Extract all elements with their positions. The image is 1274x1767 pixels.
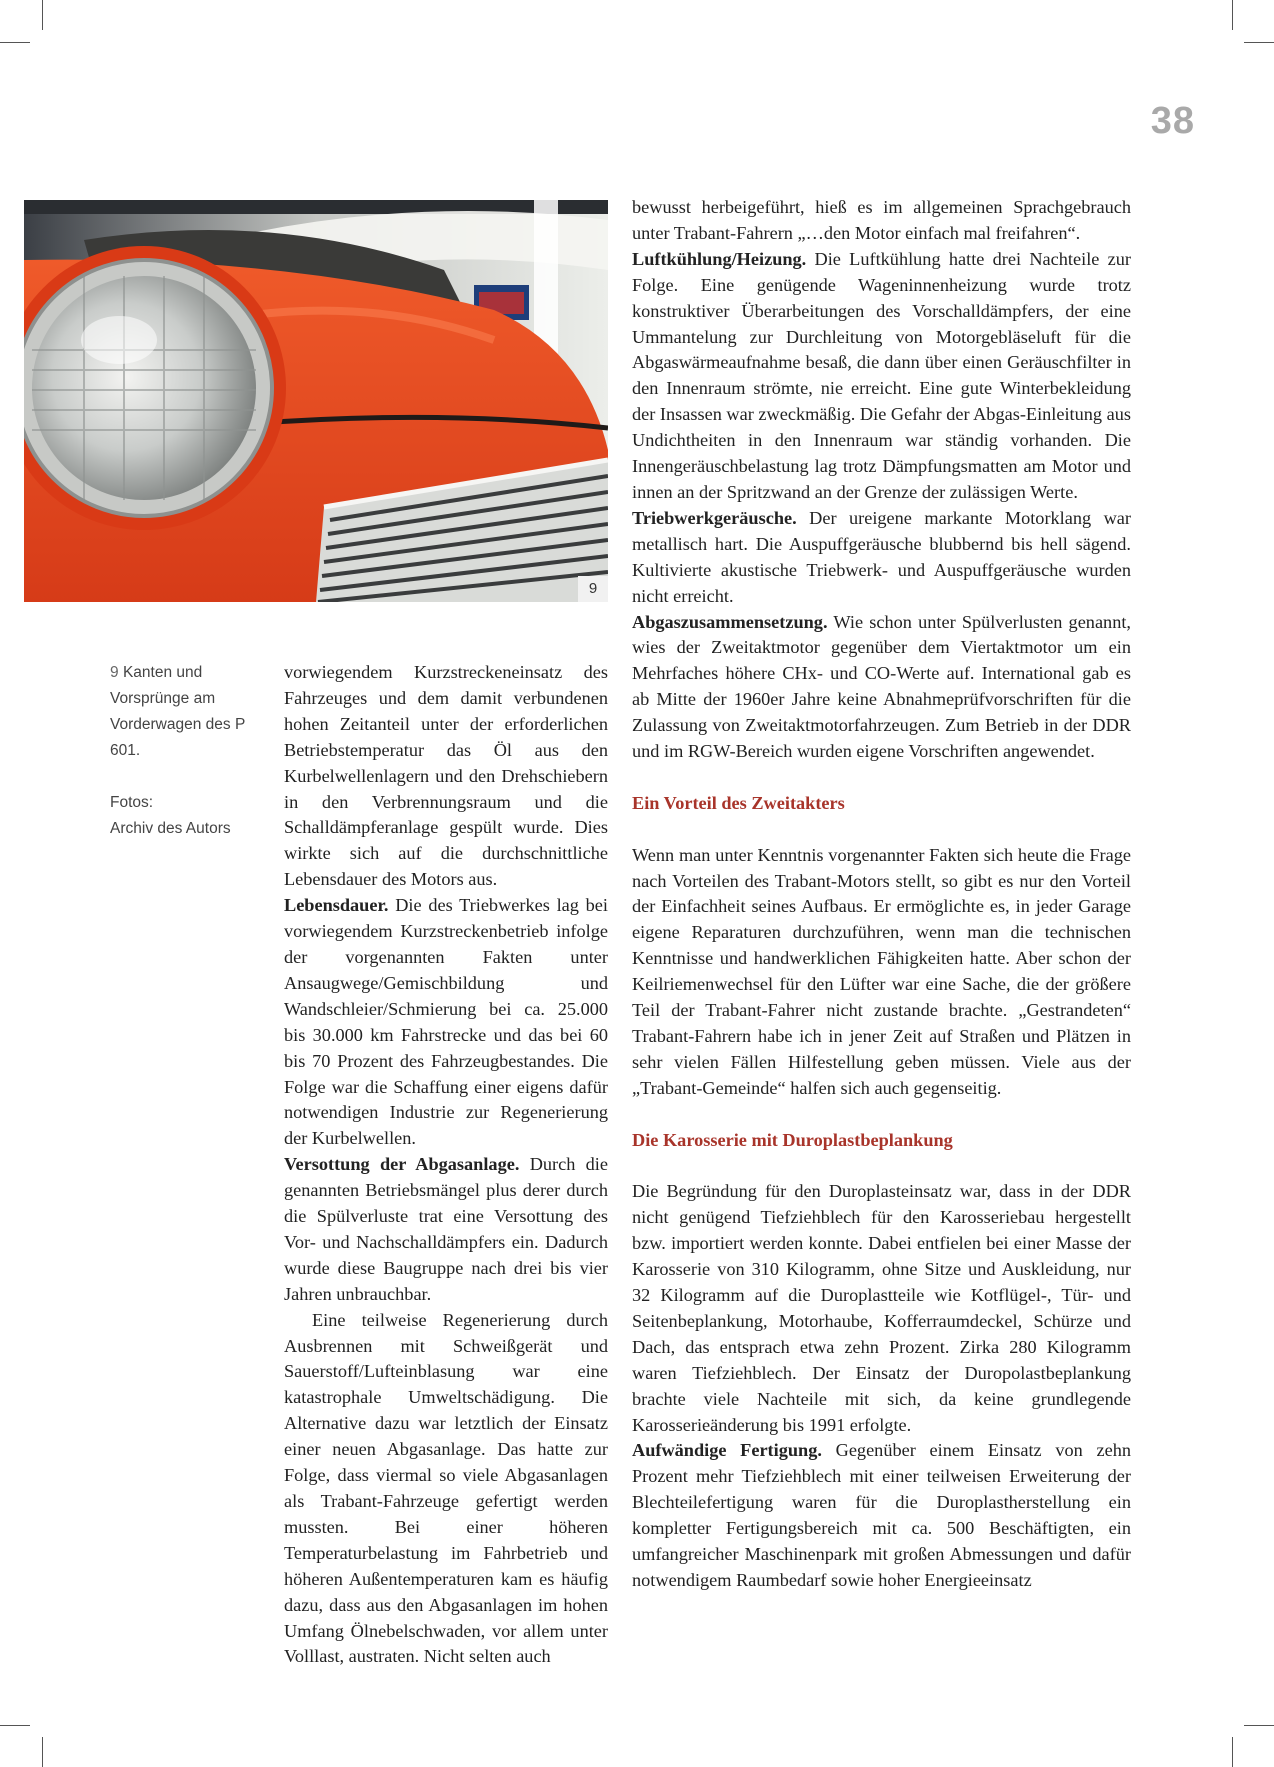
paragraph: Wenn man unter Kenntnis vorgenannter Fakten sich heute die Frage nach Vorteilen des Trabant-Motors stellt, so gibt es nur den Vorteil der Einfachheit seines Aufbaus. Er ermöglichte es, in jeder Garage eigene Reparaturen durchzuführen, wenn man die technischen Kenntnisse und handwerklichen Fähigkeiten hatte. Aber schon der Keilriemenwechsel für den Lüfter war eine Sache, die der größere Teil der Trabant-Fahrer nicht zustande brachte. „Gestrandeten“ Trabant-Fahrern habe ich in jener Zeit auf Straßen und Plätzen in sehr vielen Fällen Hilfestellung geben müssen. Viele aus der „Trabant-Gemeinde“ halfen sich auch gegenseitig.: [632, 844, 1131, 1098]
photo-credit-label: Fotos:: [110, 794, 154, 811]
crop-mark-bottom-right-h: [1244, 1725, 1274, 1726]
paragraph: Triebwerkgeräusche. Der ureigene markante Motorklang war metallisch hart. Die Auspuffgeräusche blubbernd bis hell sägend. Kultivierte akustische Triebwerk- und Auspuffgeräusche wurden nicht erreicht.: [632, 507, 1131, 606]
paragraph: Die Begründung für den Duroplasteinsatz war, dass in der DDR nicht genügend Tiefziehblech für den Karosseriebau hergestellt bzw. importiert werden konnte. Dabei entfielen bei einer Masse der Karosserie von 310 Kilogramm, ohne Sitze und Auskleidung, nur 32 Kilogramm auf die Duroplastteile wie Kotflügel-, Tür- und Seitenbeplankung, Motorhaube, Kofferraumdeckel, Schürze und Dach, das entsprach etwa zehn Prozent. Zirka 280 Kilogramm waren Tiefziehblech. Der Einsatz der Duropolastbeplankung brachte viele Nachteile mit sich, da keine grundlegende Karosserieänderung bis 1991 erfolgte.: [632, 1181, 1131, 1435]
paragraph: bewusst herbeigeführt, hieß es im allgemeinen Sprachgebrauch unter Trabant-Fahrern „…den Motor einfach mal freifahren“.: [632, 197, 1131, 243]
crop-mark-top-left-v: [42, 0, 43, 30]
figure-photo: [24, 200, 608, 602]
figure-caption: [110, 660, 260, 842]
caption-text: Kanten und Vorsprünge am Vorderwagen des P 601.: [110, 664, 246, 759]
caption-number: 9: [110, 664, 119, 681]
crop-mark-top-right-v: [1232, 0, 1233, 30]
page-number: 38: [1150, 100, 1195, 142]
run-in-heading: Triebwerkgeräusche.: [632, 507, 797, 528]
run-in-heading: Luftkühlung/Heizung.: [632, 248, 807, 269]
run-in-heading: Aufwändige Fertigung.: [632, 1440, 822, 1461]
paragraph: vorwiegendem Kurzstreckeneinsatz des Fahrzeuges und dem damit verbundenen hohen Zeitanteil unter der erforderlichen Betriebstemperatur das Öl aus den Kurbelwellenlagern und den Drehschiebern in den Verbrennungsraum und die Schalldämpferanlage gespült wurde. Dies wirkte sich auf die durchschnittliche Lebensdauer des Motors aus.: [284, 662, 608, 890]
text-column-1: [284, 660, 608, 1670]
photo-credit-text: Archiv des Autors: [110, 820, 231, 837]
crop-mark-bottom-left-h: [0, 1725, 30, 1726]
run-in-heading: Versottung der Abgasanlage.: [284, 1154, 520, 1175]
paragraph: Lebensdauer. Die des Triebwerkes lag bei vorwiegendem Kurzstreckenbetrieb infolge der vorgenannten Fakten unter Ansaugwege/Gemischbildung und Wandschleier/Schmierung bei ca. 25.000 bis 30.000 km Fahrstrecke und das bei 60 bis 70 Prozent des Fahrzeugbestandes. Die Folge war die Schaffung einer eigens dafür notwendigen Industrie zur Regenerierung der Kurbelwellen.: [284, 895, 608, 1149]
crop-mark-top-left-h: [0, 42, 30, 43]
section-heading: Ein Vorteil des Zweitakters: [632, 792, 845, 813]
car-front-image: [24, 200, 608, 602]
run-in-heading: Lebensdauer.: [284, 895, 389, 916]
run-in-heading: Abgaszusammensetzung.: [632, 611, 828, 632]
paragraph: Luftkühlung/Heizung. Die Luftkühlung hatte drei Nachteile zur Folge. Eine genügende Wageninnenheizung wurde trotz konstruktiver Überarbeitungen des Vorschalldämpfers, der eine Ummantelung zur Durchleitung von Motorgebläseluft für die Abgaswärmeaufnahme besaß, die dann über einen Geräuschfilter in den Innenraum strömte, nie erreicht. Eine gute Winterbekleidung der Insassen war zweckmäßig. Die Gefahr der Abgas-Einleitung aus Undichtheiten in den Innenraum war ständig vorhanden. Die Innengeräuschbelastung lag trotz Dämpfungsmatten am Motor und innen an der Spritzwand an der Grenze der zulässigen Werte.: [632, 248, 1132, 502]
crop-mark-bottom-right-v: [1232, 1737, 1233, 1767]
paragraph: Eine teilweise Regenerierung durch Ausbrennen mit Schweißgerät und Sauerstoff/Lufteinblasung war eine katastrophale Umweltschädigung. Die Alternative dazu war letztlich der Einsatz einer neuen Abgasanlage. Das hatte zur Folge, dass viermal so viele Abgasanlagen als Trabant-Fahrzeuge gefertigt werden mussten. Bei einer höheren Temperaturbelastung im Fahrbetrieb und höheren Außentemperaturen kam es häufig dazu, dass aus den Abgasanlagen im hohen Umfang Ölnebelschwaden, vor allem unter Volllast, austraten. Nicht selten auch: [284, 1309, 608, 1667]
crop-mark-bottom-left-v: [42, 1737, 43, 1767]
text-column-2: [632, 195, 1131, 1594]
paragraph: Aufwändige Fertigung. Gegenüber einem Einsatz von zehn Prozent mehr Tiefziehblech mit einer teilweisen Erweiterung der Blechteilefertigung waren für die Duroplastherstellung ein kompletter Fertigungsbereich mit ca. 500 Beschäftigten, ein umfangreicher Maschinenpark mit großen Abmessungen und dafür notwendigem Raumbedarf sowie hoher Energieeinsatz: [632, 1440, 1131, 1590]
figure-number-badge: 9: [578, 576, 608, 602]
crop-mark-top-right-h: [1244, 42, 1274, 43]
section-heading: Die Karosserie mit Duroplastbeplankung: [632, 1129, 953, 1150]
paragraph: Versottung der Abgasanlage. Durch die genannten Betriebsmängel plus derer durch die Spülverluste trat eine Versottung des Vor- und Nachschalldämpfers ein. Dadurch wurde diese Baugruppe nach drei bis vier Jahren unbrauchbar.: [284, 1154, 608, 1304]
paragraph: Abgaszusammensetzung. Wie schon unter Spülverlusten genannt, wies der Zweitaktmotor gegenüber dem Viertaktmotor um ein Mehrfaches höhere CHx- und CO-Werte auf. International gab es ab Mitte der 1960er Jahre keine Abnahmeprüfvorschriften für die Zulassung von Zweitaktmotorfahrzeugen. Zum Betrieb in der DDR und im RGW-Bereich wurden eigene Vorschriften angewendet.: [632, 611, 1131, 762]
caption-text-block: [110, 660, 260, 764]
